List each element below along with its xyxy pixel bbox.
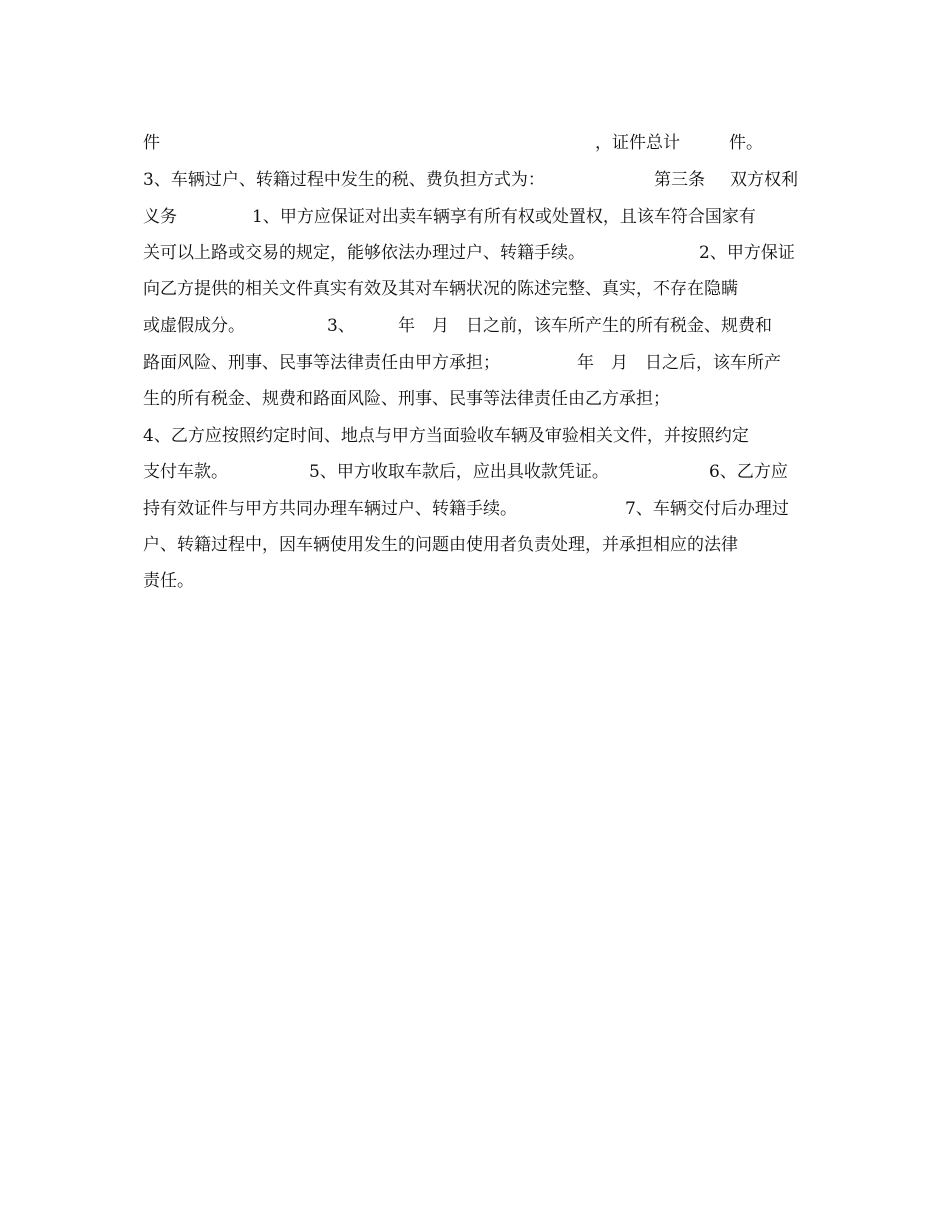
- text-segment: 年: [398, 316, 415, 336]
- text-line: [143, 131, 763, 155]
- text-line: [143, 314, 772, 338]
- text-line: [143, 168, 798, 192]
- text-segment: 件。: [729, 133, 763, 153]
- text-segment: 关可以上路或交易的规定，能够依法办理过户、转籍手续。: [143, 243, 585, 263]
- text-segment: 第三条: [654, 170, 705, 190]
- text-segment: 1、甲方应保证对出卖车辆享有所有权或处置权，且该车符合国家有: [252, 207, 756, 227]
- text-segment: 责任。: [143, 571, 194, 591]
- text-segment: 日之后，该车所产: [645, 353, 781, 373]
- text-line: [143, 569, 194, 593]
- text-segment: 3、车辆过户、转籍过程中发生的税、费负担方式为：: [143, 170, 545, 190]
- text-segment: 2、甲方保证: [699, 243, 795, 263]
- text-segment: 6、乙方应: [709, 462, 788, 482]
- text-segment: 向乙方提供的相关文件真实有效及其对车辆状况的陈述完整、真实，不存在隐瞒: [143, 279, 738, 299]
- text-segment: 7、车辆交付后办理过: [625, 499, 789, 519]
- text-line: [143, 460, 788, 484]
- text-segment: 5、甲方收取车款后，应出具收款凭证。: [309, 462, 609, 482]
- text-segment: 义务: [143, 207, 177, 227]
- text-line: [143, 387, 670, 411]
- text-line: [143, 205, 756, 229]
- text-line: [143, 241, 795, 265]
- text-line: [143, 277, 738, 301]
- text-segment: ，证件总计: [595, 133, 680, 153]
- text-segment: 或虚假成分。: [143, 316, 245, 336]
- text-segment: 4、乙方应按照约定时间、地点与甲方当面验收车辆及审验相关文件，并按照约定: [143, 426, 749, 446]
- text-segment: 户、转籍过程中，因车辆使用发生的问题由使用者负责处理，并承担相应的法律: [143, 535, 738, 555]
- text-segment: 月: [611, 353, 628, 373]
- text-line: [143, 497, 789, 521]
- text-line: [143, 533, 738, 557]
- text-line: [143, 424, 749, 448]
- text-segment: 3、: [327, 316, 355, 336]
- text-segment: 件: [143, 133, 160, 153]
- text-segment: 生的所有税金、规费和路面风险、刑事、民事等法律责任由乙方承担；: [143, 389, 670, 409]
- text-segment: 年: [577, 353, 594, 373]
- text-segment: 持有效证件与甲方共同办理车辆过户、转籍手续。: [143, 499, 517, 519]
- text-line: [143, 351, 781, 375]
- text-segment: 支付车款。: [143, 462, 228, 482]
- text-segment: 日之前，该车所产生的所有税金、规费和: [466, 316, 772, 336]
- text-segment: 路面风险、刑事、民事等法律责任由甲方承担；: [143, 353, 500, 373]
- text-segment: 双方权利: [730, 170, 798, 190]
- text-segment: 月: [432, 316, 449, 336]
